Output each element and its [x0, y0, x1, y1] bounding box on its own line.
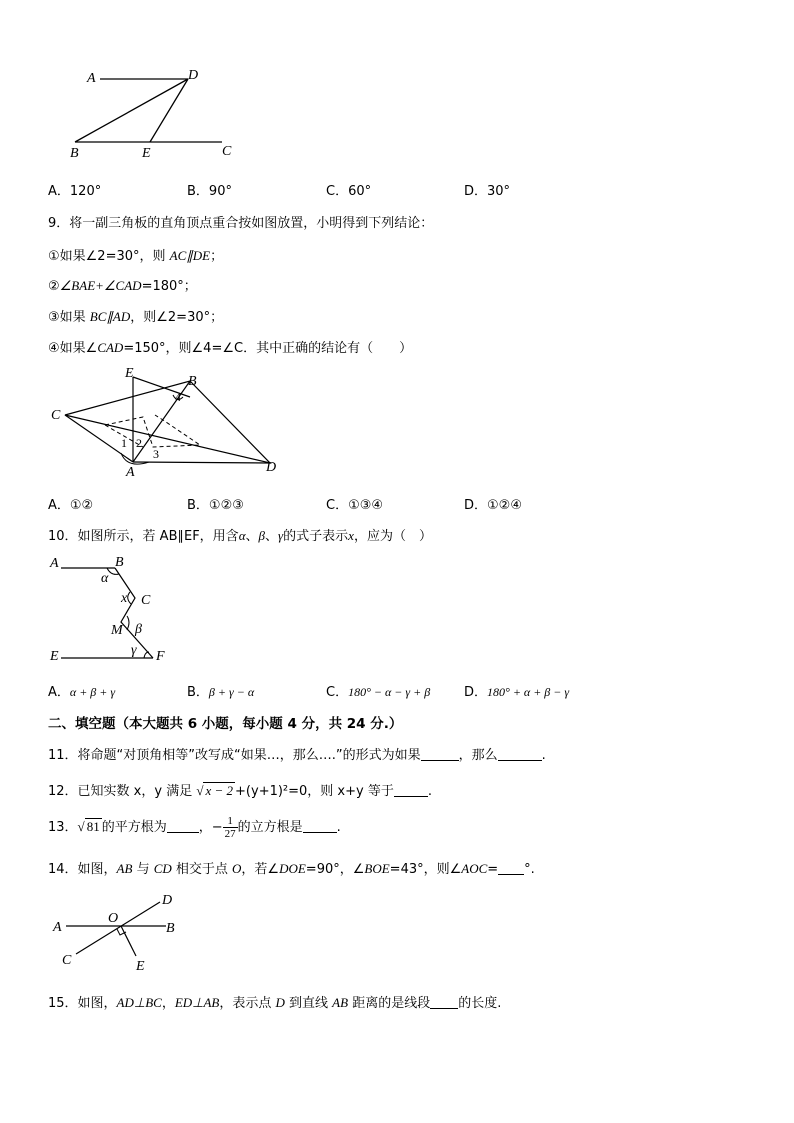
q9-label-c: C: [51, 408, 61, 423]
q11: [48, 744, 546, 763]
item-pre: 如果∠: [59, 341, 98, 356]
q8-label-a: A: [87, 71, 96, 86]
q14-label-a: A: [53, 920, 62, 935]
section-2-title: 二、填空题（本大题共 6 小题，每小题 4 分，共 24 分.）: [48, 716, 403, 732]
q10-x: x: [348, 528, 354, 543]
q8-option-d: [464, 180, 510, 199]
q14-t1: 与: [132, 862, 154, 877]
option-text: 120°: [69, 184, 102, 199]
q13-mid2: ，: [198, 820, 212, 835]
q14-label-e: E: [136, 959, 145, 974]
q14-t3: ，若∠: [241, 862, 280, 877]
q10-label-b: B: [115, 555, 124, 570]
q14-t5: =43°，则∠: [389, 862, 462, 877]
item-mark: ③: [48, 310, 60, 325]
q14-boe: BOE: [364, 861, 390, 876]
q8-figure: [60, 62, 250, 162]
q9-item-4: [48, 337, 412, 356]
option-letter: D．: [464, 498, 488, 513]
q15-t3: 到直线: [284, 996, 333, 1011]
item-pre: 如果: [59, 310, 90, 325]
q8-line-ed: [150, 79, 188, 142]
item-post: =150°，则∠4=∠C．其中正确的结论有（ ）: [123, 341, 413, 356]
q13-post: .: [336, 820, 341, 835]
q9-label-1: 1: [121, 436, 127, 450]
q11-blank-1[interactable]: [421, 746, 459, 761]
q9-label-4: 4: [175, 390, 181, 404]
q10-stem-pre: 10．如图所示，若 AB∥EF，用含: [48, 529, 239, 544]
option-text: 90°: [208, 184, 232, 199]
q11-pre: 11．将命题“对顶角相等”改写成“如果…，那么….”的形式为如果: [48, 748, 421, 763]
q14-label-o: O: [108, 911, 119, 926]
q10-label-e: E: [50, 649, 59, 664]
q14-ab: AB: [116, 861, 133, 876]
item-post: ，则∠2=30°；: [130, 310, 224, 325]
q14-line-oe: [121, 926, 136, 956]
q13-fraction: [223, 815, 238, 840]
q9-triangle-cbd: [65, 381, 270, 463]
q9-label-a: A: [126, 465, 135, 480]
q15-t1: ，: [161, 996, 175, 1011]
q14-line-cd: [76, 902, 160, 954]
q12-blank[interactable]: [394, 782, 428, 797]
option-letter: C．: [326, 685, 349, 700]
option-text: ①②: [69, 498, 94, 513]
item-math: AC∥DE: [169, 248, 211, 263]
q9-item-1: [48, 245, 223, 264]
q8-label-c: C: [222, 144, 232, 159]
q9-dashed-shape: [105, 415, 200, 447]
option-text: 60°: [348, 184, 372, 199]
q13: [48, 812, 341, 843]
q8-option-b: [187, 180, 232, 199]
q10-label-x: x: [121, 591, 128, 606]
q9-label-d: D: [266, 460, 277, 475]
q12: [48, 780, 432, 799]
q9-option-c: [326, 494, 383, 513]
q10-option-c: [326, 681, 430, 700]
option-letter: A．: [48, 685, 70, 700]
q15-t2: ，表示点: [219, 996, 276, 1011]
q8-label-b: B: [70, 146, 79, 161]
option-letter: C．: [326, 184, 349, 199]
option-text: ①②④: [487, 498, 522, 513]
option-letter: B．: [187, 498, 209, 513]
q10-sep1: 、: [245, 529, 259, 544]
q14-label-b: B: [166, 921, 175, 936]
q14-post: °.: [524, 862, 535, 877]
q13-blank-1[interactable]: [167, 818, 199, 833]
q13-blank-2[interactable]: [303, 818, 337, 833]
q12-pre: 12．已知实数 x，y 满足: [48, 784, 193, 799]
option-text: α + β + γ: [69, 685, 116, 699]
option-text: ①③④: [348, 498, 384, 513]
q14-blank[interactable]: [498, 860, 524, 875]
option-text: 180° + α + β − γ: [487, 685, 570, 699]
q13-frac-num: 1: [223, 815, 238, 828]
q10-label-c: C: [141, 593, 151, 608]
option-letter: C．: [326, 498, 349, 513]
q10-label-beta: β: [135, 622, 142, 637]
q12-post: .: [427, 784, 432, 799]
option-letter: B．: [187, 184, 209, 199]
q15-blank[interactable]: [430, 994, 458, 1009]
option-letter: A．: [48, 498, 70, 513]
item-mark: ④: [48, 341, 60, 356]
q11-blank-2[interactable]: [498, 746, 542, 761]
q13-frac-den: 27: [224, 828, 236, 840]
q14-t4: =90°，∠: [305, 862, 365, 877]
q8-label-e: E: [142, 146, 151, 161]
item-math: BC∥AD: [89, 309, 131, 324]
q15-d: D: [275, 995, 285, 1010]
q9-option-d: [464, 494, 522, 513]
item-pre: 如果∠2=30°，则: [59, 249, 170, 264]
q9-option-b: [187, 494, 244, 513]
q9-item-3: [48, 306, 223, 325]
item-math: CAD: [97, 340, 124, 355]
q9-stem: 9．将一副三角板的直角顶点重合按如图放置，小明得到下列结论：: [48, 216, 434, 231]
item-mark: ②: [48, 279, 60, 294]
q10-option-b: [187, 681, 254, 700]
q15-ab: AB: [332, 995, 349, 1010]
q15-pre: 15．如图，: [48, 996, 117, 1011]
q11-mid: ，那么: [458, 748, 498, 763]
item-post: =180°；: [141, 279, 197, 294]
q9-line-ad: [133, 462, 270, 463]
option-text: ①②③: [208, 498, 244, 513]
q8-line-bd: [75, 79, 188, 142]
q10-label-f: F: [156, 649, 165, 664]
q15-cond-2: ED⊥AB: [174, 995, 220, 1010]
q9-label-e: E: [125, 366, 134, 381]
option-letter: A．: [48, 184, 70, 199]
q9-label-2: 2: [136, 436, 142, 450]
q10-arc-beta: [127, 616, 129, 630]
q13-mid3: 的立方根是: [237, 820, 303, 835]
q12-mid: +(y+1)²=0，则 x+y 等于: [235, 784, 394, 799]
q10-stem-post: ，应为（ ）: [353, 529, 432, 544]
q14-o: O: [232, 861, 242, 876]
q10-alpha: α: [238, 528, 246, 543]
item-mark: ①: [48, 249, 60, 264]
q9-label-b: B: [188, 374, 197, 389]
q10-option-d: [464, 681, 569, 700]
q10-label-a: A: [50, 556, 59, 571]
option-letter: B．: [187, 685, 209, 700]
q13-minus: −: [211, 820, 223, 835]
q10-label-alpha: α: [101, 571, 109, 586]
q8-option-c: [326, 180, 371, 199]
q14-pre: 14．如图，: [48, 862, 117, 877]
q10-label-gamma: γ: [131, 643, 137, 658]
q9-option-a: [48, 494, 93, 513]
q13-pre: 13．: [48, 820, 78, 835]
q10-stem: [48, 525, 432, 544]
q15-t4: 距离的是线段: [348, 996, 431, 1011]
q14-doe: DOE: [279, 861, 306, 876]
q14: [48, 858, 535, 877]
q8-option-a: [48, 180, 101, 199]
option-letter: D．: [464, 184, 488, 199]
item-math: ∠BAE+∠CAD: [59, 278, 142, 293]
q15-cond-1: AD⊥BC: [116, 995, 162, 1010]
q13-sqrt-arg: 81: [86, 819, 100, 834]
q12-sqrt: √ x − 2: [196, 783, 234, 798]
q14-t6: =: [487, 862, 499, 877]
q9-item-2: [48, 275, 197, 294]
q14-t2: 相交于点: [171, 862, 233, 877]
q9-figure: [45, 365, 285, 480]
q10-option-a: [48, 681, 115, 700]
q15-post: 的长度.: [458, 996, 502, 1011]
q13-sqrt: √ 81: [77, 819, 100, 834]
q11-post: .: [541, 748, 546, 763]
option-text: 30°: [487, 184, 511, 199]
q14-figure: [48, 888, 188, 978]
q15: [48, 992, 501, 1011]
q10-figure: [45, 550, 185, 670]
q10-label-m: M: [111, 623, 123, 638]
item-post: ；: [210, 249, 224, 264]
q9-label-3: 3: [153, 447, 159, 461]
q14-aoc: AOC: [461, 861, 488, 876]
q10-sep2: 、: [265, 529, 279, 544]
q10-gamma: γ: [278, 528, 284, 543]
q8-label-d: D: [188, 68, 199, 83]
q14-label-c: C: [62, 953, 72, 968]
q10-stem-mid: 的式子表示: [283, 529, 349, 544]
option-text: β + γ − α: [208, 685, 255, 699]
q10-arc-x: [128, 592, 131, 604]
option-letter: D．: [464, 685, 488, 700]
q14-cd: CD: [153, 861, 172, 876]
option-text: 180° − α − γ + β: [348, 685, 431, 699]
q13-mid1: 的平方根为: [101, 820, 167, 835]
q14-label-d: D: [162, 893, 173, 908]
q12-radicand: x − 2: [205, 783, 234, 798]
q10-beta: β: [258, 528, 266, 543]
